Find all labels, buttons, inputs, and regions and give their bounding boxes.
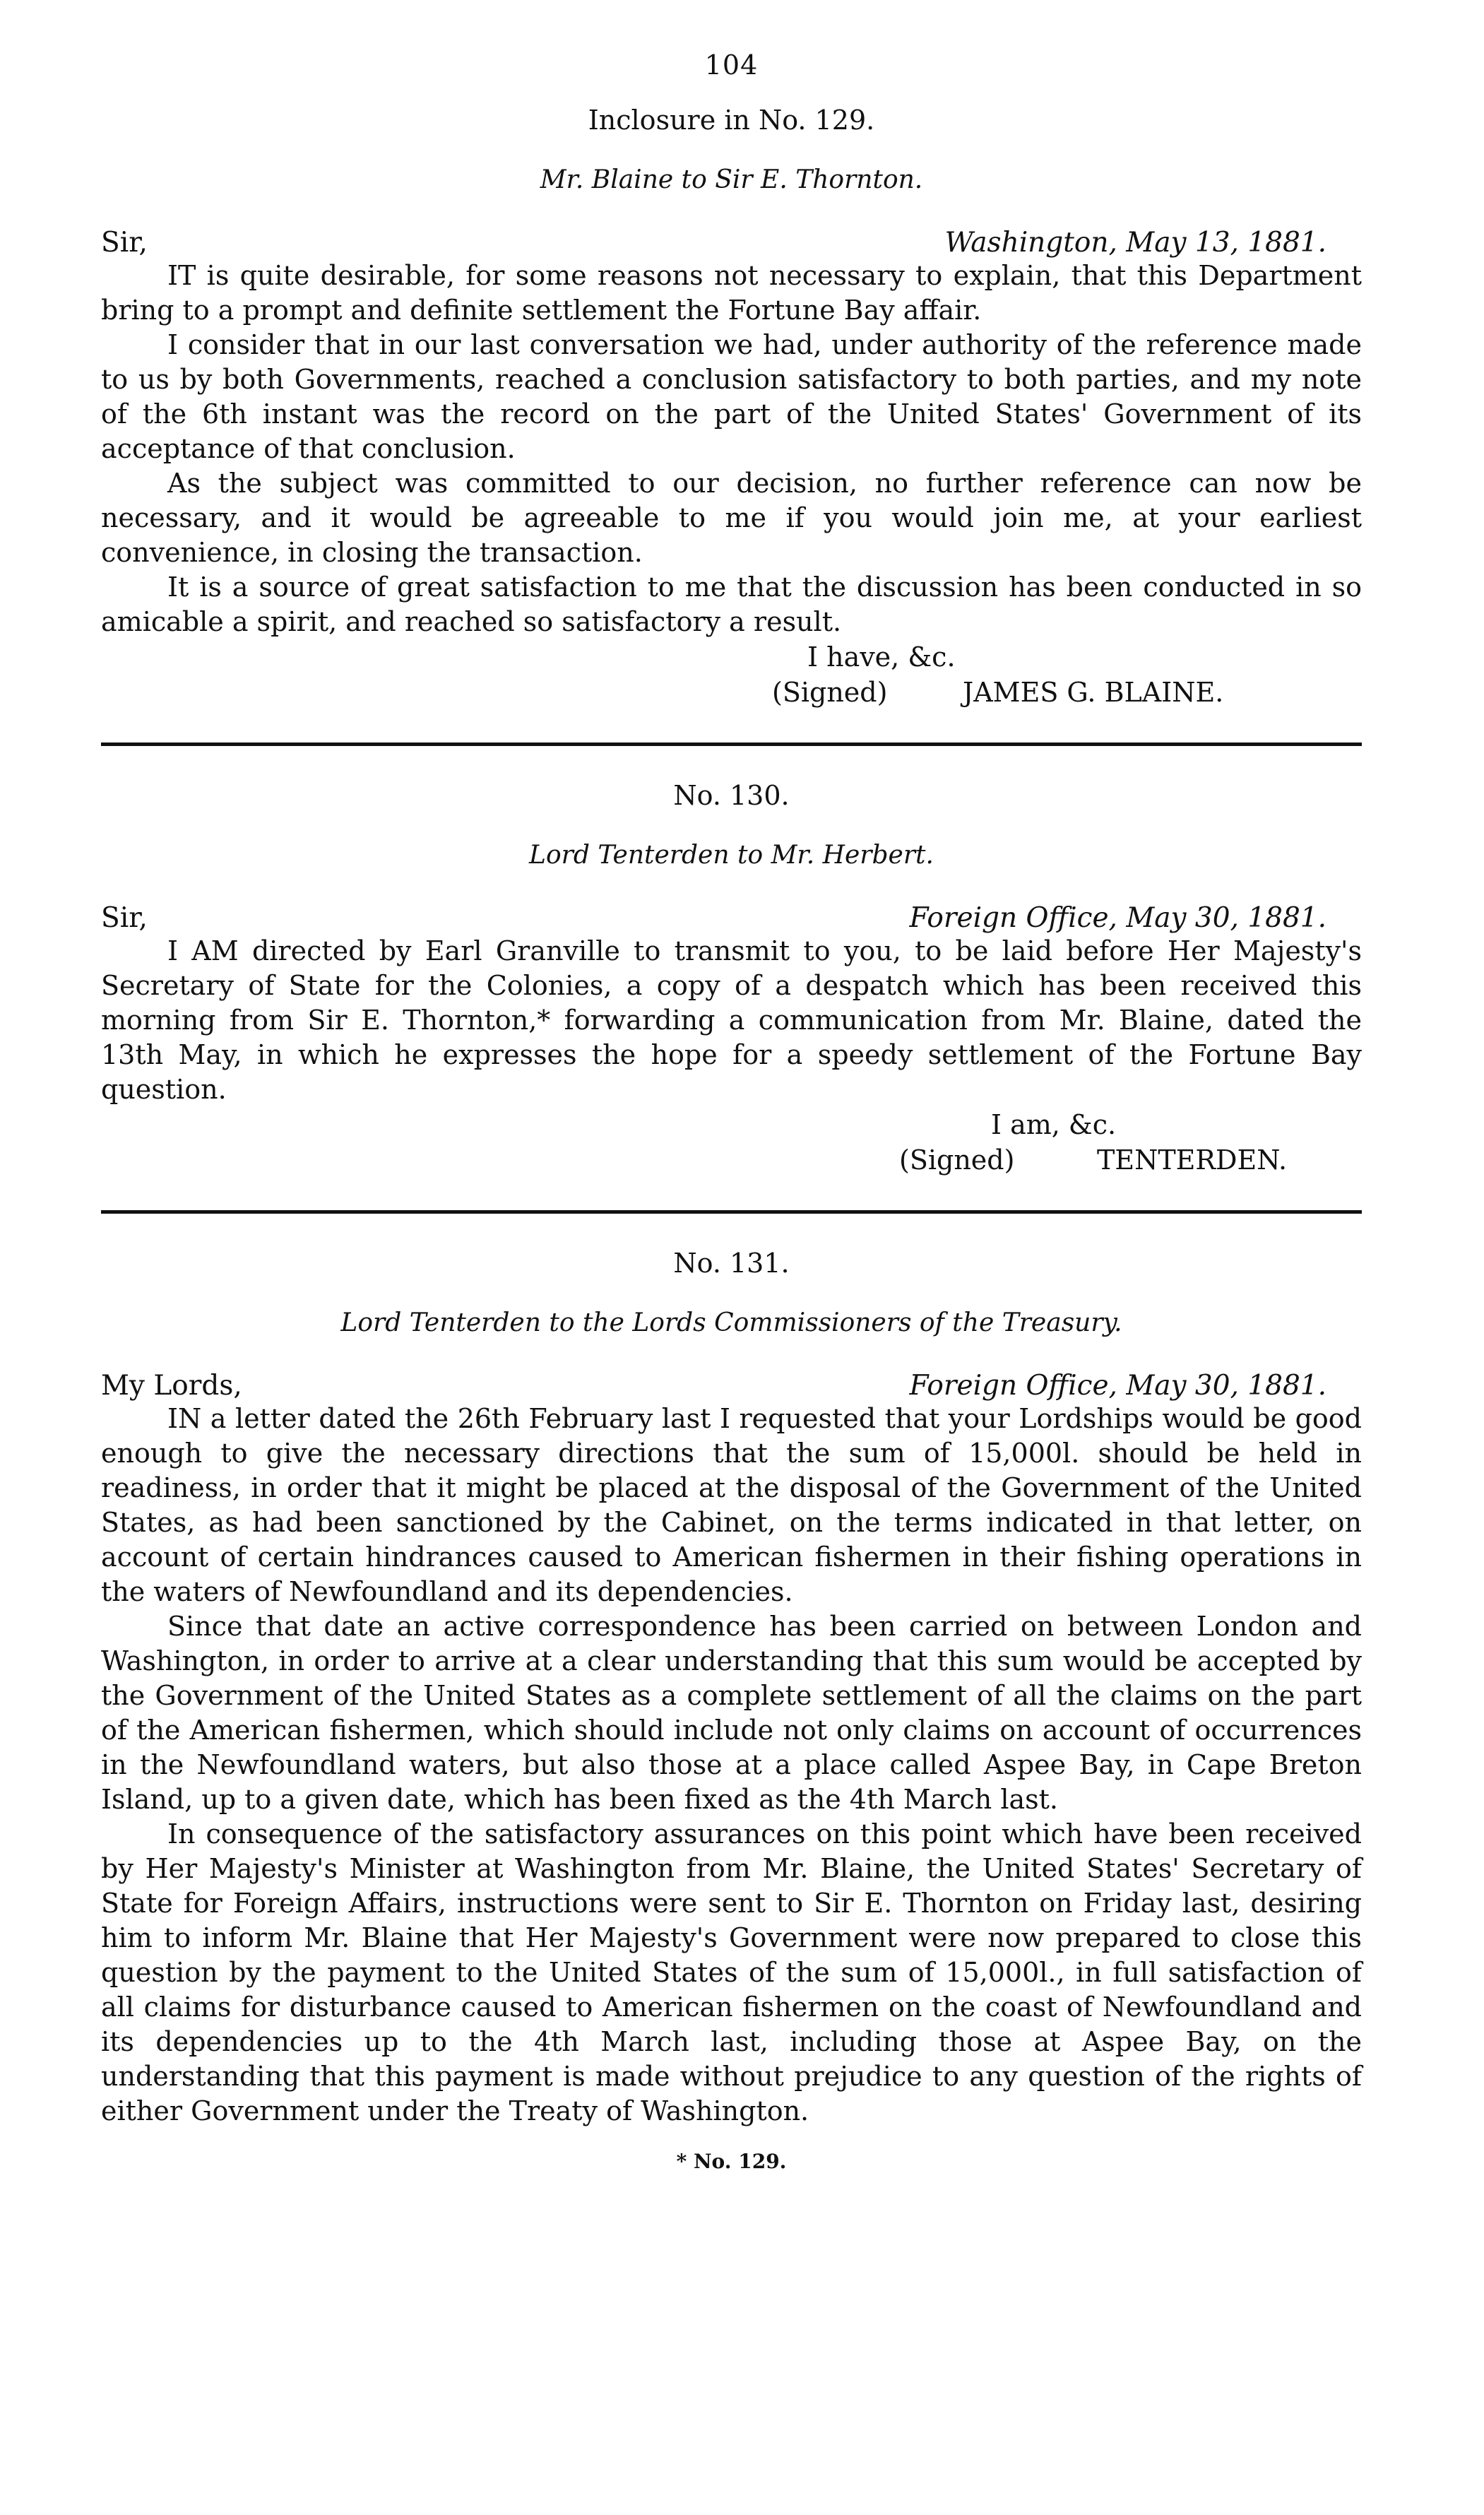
closing-phrase: I am, &c.: [991, 1109, 1117, 1140]
paragraph: In consequence of the satisfactory assurances on this point which have been received by Her Majesty's Minister at Washington from Mr. Blaine, the United States' Secretary of State for Foreign Affairs, instructions were sent to Sir E. Thornton on Friday last, desiring him to inform Mr. Blaine that Her Majesty's Government were now prepared to close this question by the payment to the United States of the sum of 15,000l., in full satisfaction of all claims for disturbance caused to American fishermen on the coast of Newfoundland and its dependencies up to the 4th March last, including those at Aspee Bay, on the understanding that this payment is made without prejudice to any question of the rights of either Government under the Treaty of Washington.: [101, 1818, 1362, 2126]
place-date: Foreign Office, May 30, 1881.: [909, 902, 1326, 934]
salutation-date-line: [101, 902, 1362, 934]
document-131: [101, 1248, 1362, 2129]
paragraph: IT is quite desirable, for some reasons not necessary to explain, that this Department bring to a prompt and definite settlement the Fortune Bay affair.: [101, 260, 1362, 326]
signatory-name: TENTERDEN.: [1097, 1144, 1288, 1176]
paragraph: IN a letter dated the 26th February last I requested that your Lordships would be good enough to give the necessary directions that the sum of 15,000l. should be held in readiness, in order that it might be placed at the disposal of the Government of the United States, as had been sanctioned by the Cabinet, on the terms indicated in that letter, on account of certain hindrances caused to American fishermen in their fishing operations in the waters of Newfoundland and its dependencies.: [101, 1403, 1362, 1607]
document-page: [101, 49, 1362, 2173]
salutation: Sir,: [101, 227, 148, 259]
salutation-date-line: [101, 1370, 1362, 1402]
letter-subhead: Lord Tenterden to Mr. Herbert.: [529, 841, 934, 870]
paragraph: I AM directed by Earl Granville to transmit to you, to be laid before Her Majesty's Secretary of State for the Colonies, a copy of a despatch which has been received this morning from Sir E. Thornton,* forwarding a communication from Mr. Blaine, dated the 13th May, in which he expresses the hope for a speedy settlement of the Fortune Bay question.: [101, 935, 1362, 1105]
paragraph: It is a source of great satisfaction to me that the discussion has been conducted in so amicable a spirit, and reached so satisfactory a result.: [101, 572, 1362, 637]
footnote: * No. 129.: [676, 2150, 787, 2173]
letter-subhead: Lord Tenterden to the Lords Commissioners of the Treasury.: [340, 1308, 1122, 1337]
place-date: Foreign Office, May 30, 1881.: [909, 1370, 1326, 1402]
signed-label: (Signed): [772, 677, 888, 708]
signature-line: [101, 675, 1362, 710]
paragraph: As the subject was committed to our decision, no further reference can now be necessary, and it would be agreeable to me if you would join me, at your earliest convenience, in closing the transaction.: [101, 468, 1362, 568]
salutation: My Lords,: [101, 1370, 242, 1402]
paragraph: I consider that in our last conversation we had, under authority of the reference made to us by both Governments, reached a conclusion satisfactory to both parties, and my note of the 6th instant was the record on the part of the United States' Government of its acceptance of that conclusion.: [101, 329, 1362, 464]
page-number: 104: [704, 49, 759, 81]
section-heading: No. 131.: [673, 1248, 790, 1279]
section-divider: [101, 1210, 1362, 1214]
section-heading: Inclosure in No. 129.: [588, 105, 875, 136]
section-heading: No. 130.: [673, 780, 790, 811]
place-date: Washington, May 13, 1881.: [944, 227, 1326, 259]
paragraph: Since that date an active correspondence has been carried on between London and Washington, in order to arrive at a clear understanding that this sum would be accepted by the Government of the United States as a complete settlement of all the claims on the part of the American fishermen, which should include not only claims on account of occurrences in the Newfoundland waters, but also those at a place called Aspee Bay, in Cape Breton Island, up to a given date, which has been fixed as the 4th March last.: [101, 1611, 1362, 1815]
closing-phrase: I have, &c.: [807, 641, 956, 673]
letter-subhead: Mr. Blaine to Sir E. Thornton.: [540, 165, 923, 194]
inclosure-129: [101, 105, 1362, 710]
closing-block: [101, 1107, 1362, 1178]
closing-block: [101, 639, 1362, 710]
signed-label: (Signed): [899, 1144, 1015, 1176]
document-130: [101, 780, 1362, 1178]
section-divider: [101, 742, 1362, 746]
signatory-name: JAMES G. BLAINE.: [963, 677, 1224, 708]
salutation-date-line: [101, 227, 1362, 259]
salutation: Sir,: [101, 902, 148, 934]
signature-line: [101, 1142, 1362, 1178]
